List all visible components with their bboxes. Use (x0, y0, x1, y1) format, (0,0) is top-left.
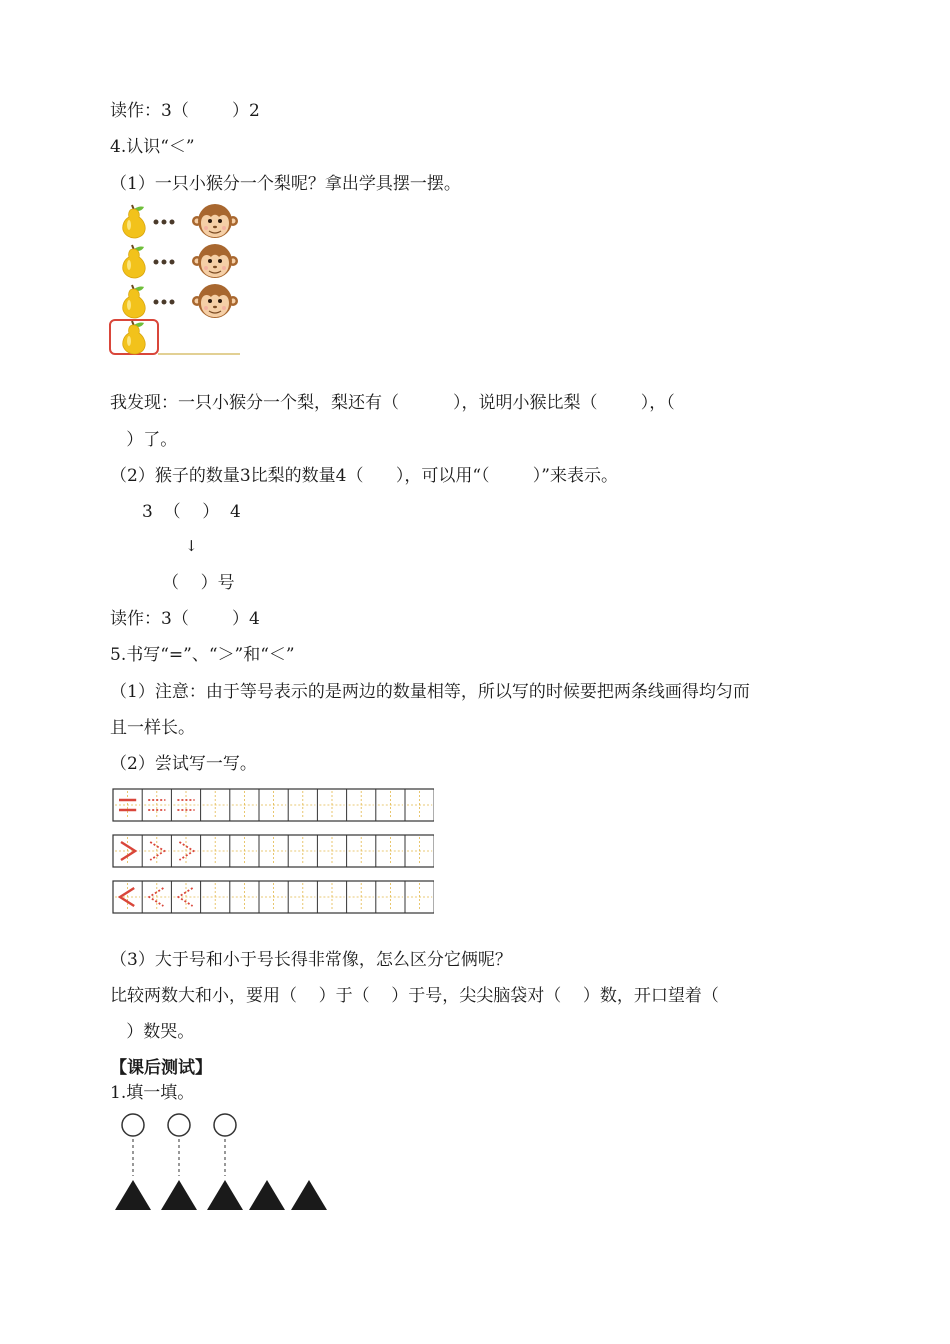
circles-triangles-figure (110, 1108, 340, 1218)
triangle-4 (249, 1180, 285, 1210)
read-as-3-4: 读作：3（ ）4 (110, 609, 260, 629)
discovery-sentence-cont: ）了。 (110, 430, 178, 450)
section-5-heading: 5.书写“=”、“＞”和“＜” (110, 645, 295, 665)
triangle-3 (207, 1180, 243, 1210)
after-class-test-heading: 【课后测试】 (110, 1058, 212, 1078)
writing-practice-grids[interactable] (112, 788, 434, 918)
question-5-2: （2）尝试写一写。 (110, 754, 257, 774)
question-4-1: （1）一只小猴分一个梨呢？拿出学具摆一摆。 (110, 174, 461, 194)
circle-3 (214, 1114, 236, 1136)
comparison-3-4: 3 （ ） 4 (142, 502, 241, 522)
circle-2 (168, 1114, 190, 1136)
symbol-name-blank: （ ）号 (162, 573, 235, 593)
note-5-1: （1）注意：由于等号表示的是两边的数量相等，所以写的时候要把两条线画得均匀而 (110, 682, 750, 702)
section-4-heading: 4.认识“＜” (110, 137, 195, 157)
triangle-1 (115, 1180, 151, 1210)
read-as-3-2: 读作：3（ ）2 (110, 101, 260, 121)
rhyme-sentence-cont: ）数哭。 (110, 1022, 195, 1042)
pears-monkeys-illustration (108, 200, 248, 360)
rhyme-sentence: 比较两数大和小，要用（ ）于（ ）于号，尖尖脑袋对（ ）数，开口望着（ (110, 986, 719, 1006)
down-arrow-icon: ↓ (185, 537, 198, 555)
note-5-1-cont: 且一样长。 (110, 718, 195, 738)
triangle-5 (291, 1180, 327, 1210)
circle-1 (122, 1114, 144, 1136)
question-4-2: （2）猴子的数量3比梨的数量4（ ），可以用“（ ）”来表示。 (110, 466, 618, 486)
discovery-sentence: 我发现：一只小猴分一个梨，梨还有（ ），说明小猴比梨（ ），（ (110, 393, 675, 413)
test-question-1: 1.填一填。 (110, 1083, 195, 1103)
triangle-2 (161, 1180, 197, 1210)
question-5-3: （3）大于号和小于号长得非常像，怎么区分它俩呢？ (110, 950, 512, 970)
